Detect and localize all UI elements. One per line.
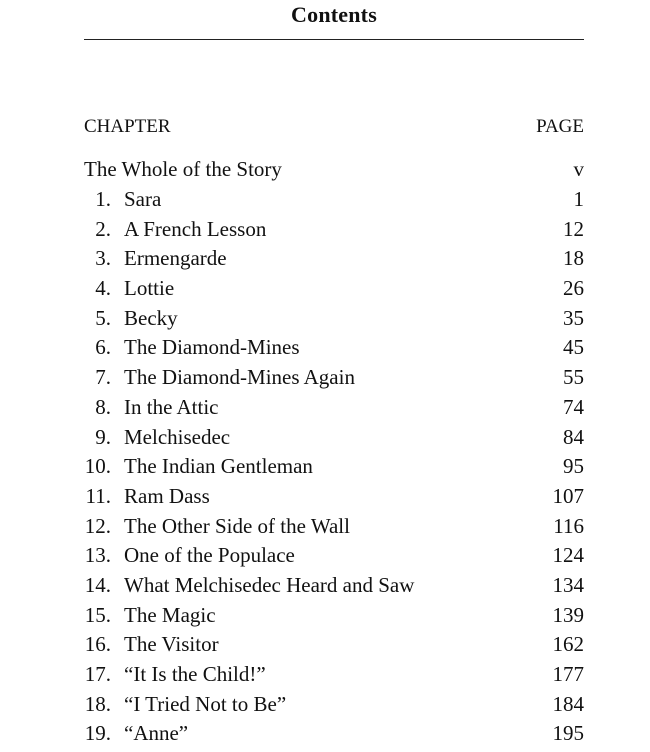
chapter-title: “It Is the Child!” <box>124 662 266 686</box>
page-column-header: PAGE <box>536 116 584 137</box>
chapter-title: In the Attic <box>124 394 219 419</box>
chapter-page-number: 162 <box>552 632 584 657</box>
chapter-page-number: 134 <box>552 572 584 597</box>
chapter-entry[interactable] <box>84 425 584 455</box>
chapter-number: 14. <box>84 572 111 597</box>
chapter-number: 15. <box>84 602 111 627</box>
chapter-number: 17. <box>84 662 111 686</box>
chapter-number: 4. <box>95 276 111 301</box>
chapter-entry[interactable] <box>84 721 584 751</box>
chapter-page-number: 12 <box>563 216 584 241</box>
chapter-entry[interactable] <box>84 276 584 306</box>
chapter-page-number: 26 <box>563 276 584 301</box>
chapter-page-number: 1 <box>573 187 584 211</box>
chapter-entry[interactable] <box>84 246 584 276</box>
chapter-page-number: 124 <box>552 543 584 568</box>
chapter-entry[interactable] <box>84 365 584 395</box>
chapter-page-number: 195 <box>552 721 584 746</box>
chapter-entry[interactable] <box>84 514 584 544</box>
chapter-title: What Melchisedec Heard and Saw <box>124 572 415 597</box>
chapter-entry[interactable] <box>84 217 584 247</box>
chapter-entry[interactable] <box>84 632 584 662</box>
chapter-entry[interactable] <box>84 484 584 514</box>
chapter-entry[interactable] <box>84 543 584 573</box>
chapter-title: A French Lesson <box>124 216 267 241</box>
page-title: Contents <box>291 2 377 27</box>
chapter-title: The Magic <box>124 602 216 627</box>
chapter-number: 8. <box>95 394 111 419</box>
chapter-page-number: 35 <box>563 305 584 330</box>
chapter-page-number: 107 <box>552 483 584 508</box>
toc-intro-entry[interactable] <box>84 157 584 182</box>
title-divider <box>84 39 584 40</box>
chapter-number: 3. <box>95 246 111 271</box>
chapter-number: 2. <box>95 216 111 241</box>
chapter-number: 12. <box>84 513 111 538</box>
chapter-title: The Indian Gentleman <box>124 454 313 479</box>
chapter-page-number: 95 <box>563 454 584 479</box>
chapter-title: Becky <box>124 305 178 330</box>
chapter-title: Ermengarde <box>124 246 227 271</box>
chapter-title: The Visitor <box>124 632 219 657</box>
chapter-number: 9. <box>95 424 111 449</box>
chapter-page-number: 184 <box>552 691 584 716</box>
chapter-number: 16. <box>84 632 111 657</box>
chapter-title: The Diamond-Mines <box>124 335 300 360</box>
chapter-page-number: 45 <box>563 335 584 360</box>
chapter-page-number: 18 <box>563 246 584 271</box>
chapter-entry[interactable] <box>84 335 584 365</box>
chapter-list <box>84 187 584 751</box>
chapter-title: “Anne” <box>124 721 189 746</box>
chapter-title: Melchisedec <box>124 424 231 449</box>
chapter-page-number: 177 <box>552 662 584 686</box>
chapter-title: One of the Populace <box>124 543 295 568</box>
chapter-page-number: 55 <box>563 365 584 390</box>
chapter-number: 7. <box>95 365 111 390</box>
chapter-number: 5. <box>95 305 111 330</box>
chapter-entry[interactable] <box>84 395 584 425</box>
chapter-page-number: 84 <box>563 424 584 449</box>
chapter-number: 19. <box>84 721 111 746</box>
chapter-number: 6. <box>95 335 111 360</box>
chapter-entry[interactable] <box>84 662 584 692</box>
chapter-entry[interactable] <box>84 692 584 722</box>
chapter-page-number: 74 <box>563 394 584 419</box>
column-headers <box>84 116 584 138</box>
chapter-entry[interactable] <box>84 454 584 484</box>
chapter-page-number: 139 <box>552 602 584 627</box>
chapter-number: 13. <box>84 543 111 568</box>
chapter-column-header: CHAPTER <box>84 116 171 137</box>
chapter-number: 1. <box>95 187 111 211</box>
chapter-entry[interactable] <box>84 573 584 603</box>
chapter-title: Sara <box>124 187 162 211</box>
chapter-title: The Other Side of the Wall <box>124 513 350 538</box>
chapter-number: 11. <box>85 483 111 508</box>
chapter-title: “I Tried Not to Be” <box>124 691 287 716</box>
intro-page-number: v <box>573 157 584 181</box>
chapter-entry[interactable] <box>84 603 584 633</box>
intro-title: The Whole of the Story <box>84 157 282 181</box>
chapter-number: 18. <box>84 691 111 716</box>
chapter-number: 10. <box>84 454 111 479</box>
chapter-entry[interactable] <box>84 187 584 217</box>
chapter-page-number: 116 <box>553 513 584 538</box>
chapter-title: Lottie <box>124 276 175 301</box>
chapter-title: Ram Dass <box>124 483 210 508</box>
chapter-entry[interactable] <box>84 306 584 336</box>
chapter-title: The Diamond-Mines Again <box>124 365 355 390</box>
